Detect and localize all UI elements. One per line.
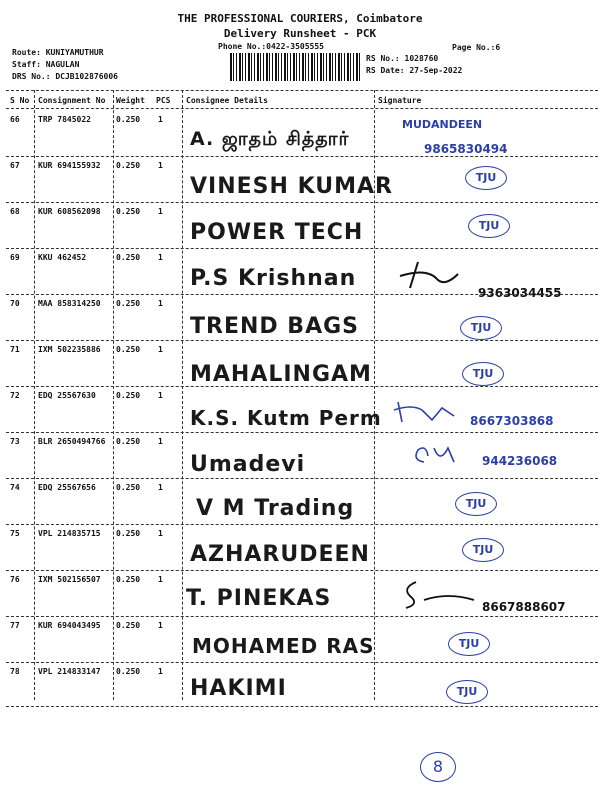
page-number: Page No.:6: [452, 43, 501, 52]
table-row: [0, 434, 600, 478]
row-weight: 0.250: [116, 667, 141, 676]
table-row: [0, 250, 600, 300]
phone-number: Phone No.:0422-3505555: [218, 42, 324, 51]
row-consignee: MAHALINGAM: [190, 362, 372, 387]
row-sno: 77: [10, 621, 20, 630]
table-row: [0, 526, 600, 570]
row-rule: [6, 432, 598, 433]
row-consignment: IXM 502156507: [38, 575, 101, 584]
received-stamp: TJU: [460, 316, 502, 340]
row-consignment: IXM 502235886: [38, 345, 101, 354]
row-phone-note: 9865830494: [424, 142, 508, 156]
row-consignment: EDQ 25567630: [38, 391, 96, 400]
row-pcs: 1: [158, 575, 163, 584]
row-weight: 0.250: [116, 161, 141, 170]
row-consignee: TREND BAGS: [190, 314, 360, 339]
table-row: [0, 342, 600, 386]
row-sno: 78: [10, 667, 20, 676]
row-pcs: 1: [158, 529, 163, 538]
table-row: [0, 618, 600, 662]
table-row: [0, 572, 600, 616]
received-stamp: TJU: [448, 632, 490, 656]
col-consignment: Consignment No: [38, 96, 106, 105]
table-row: [0, 112, 600, 156]
row-consignee: A. ஜாதம் சித்தார்: [190, 128, 350, 150]
row-consignment: KUR 694155932: [38, 161, 101, 170]
row-consignment: KKU 462452: [38, 253, 87, 262]
row-consignment: KUR 608562098: [38, 207, 101, 216]
row-rule: [6, 662, 598, 663]
table-row: [0, 204, 600, 248]
row-consignee: HAKIMI: [190, 676, 287, 701]
row-sno: 68: [10, 207, 20, 216]
row-consignment: TRP 7845022: [38, 115, 91, 124]
row-pcs: 1: [158, 299, 163, 308]
table-row: [0, 664, 600, 708]
row-weight: 0.250: [116, 207, 141, 216]
row-rule: [6, 340, 598, 341]
row-weight: 0.250: [116, 253, 141, 262]
table-row: [0, 296, 600, 340]
staff: Staff: NAGULAN: [12, 60, 80, 69]
row-phone-note: 8667303868: [470, 414, 554, 428]
row-pcs: 1: [158, 437, 163, 446]
received-stamp: TJU: [468, 214, 510, 238]
row-consignee: MOHAMED RAS: [192, 634, 375, 658]
col-signature: Signature: [378, 96, 422, 105]
row-consignment: BLR 2650494766: [38, 437, 106, 446]
route: Route: KUNIYAMUTHUR: [12, 48, 104, 57]
received-stamp: TJU: [465, 166, 507, 190]
table-row: [0, 158, 600, 202]
row-sno: 75: [10, 529, 20, 538]
row-consignment: MAA 858314250: [38, 299, 101, 308]
row-rule: [6, 294, 598, 295]
row-weight: 0.250: [116, 115, 141, 124]
row-weight: 0.250: [116, 483, 141, 492]
row-weight: 0.250: [116, 437, 141, 446]
row-consignee: VINESH KUMAR: [190, 174, 393, 199]
row-consignee: K.S. Kutm Perm: [190, 406, 382, 430]
row-consignment: KUR 694043495: [38, 621, 101, 630]
row-weight: 0.250: [116, 575, 141, 584]
row-weight: 0.250: [116, 299, 141, 308]
runsheet-title: Delivery Runsheet - PCK: [223, 27, 377, 40]
row-rule: [6, 478, 598, 479]
col-pcs: PCS: [156, 96, 171, 105]
row-weight: 0.250: [116, 621, 141, 630]
header-bottom-rule: [6, 108, 598, 109]
row-rule: [6, 570, 598, 571]
row-pcs: 1: [158, 345, 163, 354]
row-pcs: 1: [158, 391, 163, 400]
header-top-rule: [6, 90, 598, 91]
row-sno: 73: [10, 437, 20, 446]
row-pcs: 1: [158, 115, 163, 124]
col-sno: S No: [10, 96, 30, 105]
row-sno: 70: [10, 299, 20, 308]
row-consignee: T. PINEKAS: [186, 586, 332, 611]
row-sno: 66: [10, 115, 20, 124]
received-stamp: TJU: [455, 492, 497, 516]
row-pcs: 1: [158, 207, 163, 216]
row-consignee: P.S Krishnan: [190, 266, 357, 291]
row-phone-note: 944236068: [482, 454, 558, 468]
rs-number: RS No.: 1028760: [366, 54, 439, 63]
table-row: [0, 388, 600, 432]
row-rule: [6, 386, 598, 387]
col-weight: Weight: [116, 96, 145, 105]
row-rule: [6, 202, 598, 203]
rs-date: RS Date: 27-Sep-2022: [366, 66, 463, 75]
row-rule: [6, 248, 598, 249]
row-consignee: V M Trading: [196, 496, 355, 521]
row-phone-note: 9363034455: [478, 286, 562, 300]
table-row: [0, 480, 600, 524]
drs-number: DRS No.: DCJB102876006: [12, 72, 118, 81]
barcode: [230, 53, 360, 81]
handwritten-signature: [410, 440, 470, 470]
handwritten-signature: [396, 258, 466, 294]
row-sno: 72: [10, 391, 20, 400]
row-consignee: Umadevi: [190, 452, 306, 477]
row-rule: [6, 706, 598, 707]
row-weight: 0.250: [116, 391, 141, 400]
row-weight: 0.250: [116, 345, 141, 354]
row-pcs: 1: [158, 161, 163, 170]
row-consignee: AZHARUDEEN: [190, 542, 370, 567]
received-stamp: TJU: [462, 538, 504, 562]
received-stamp: TJU: [462, 362, 504, 386]
row-signature: MUDANDEEN: [402, 118, 483, 131]
row-phone-note: 8667888607: [482, 600, 566, 614]
row-sno: 71: [10, 345, 20, 354]
delivered-count-mark: 8: [420, 752, 456, 782]
row-pcs: 1: [158, 483, 163, 492]
col-consignee: Consignee Details: [186, 96, 268, 105]
row-rule: [6, 616, 598, 617]
row-rule: [6, 524, 598, 525]
row-pcs: 1: [158, 621, 163, 630]
received-stamp: TJU: [446, 680, 488, 704]
handwritten-signature: [398, 578, 478, 612]
row-pcs: 1: [158, 667, 163, 676]
row-consignment: VPL 214835715: [38, 529, 101, 538]
row-sno: 69: [10, 253, 20, 262]
row-weight: 0.250: [116, 529, 141, 538]
row-consignment: EDQ 25567656: [38, 483, 96, 492]
row-rule: [6, 156, 598, 157]
row-pcs: 1: [158, 253, 163, 262]
row-consignee: POWER TECH: [190, 220, 364, 245]
row-sno: 67: [10, 161, 20, 170]
handwritten-signature: [392, 396, 472, 428]
row-sno: 74: [10, 483, 20, 492]
company-title: THE PROFESSIONAL COURIERS, Coimbatore: [177, 12, 423, 25]
row-consignment: VPL 214833147: [38, 667, 101, 676]
row-sno: 76: [10, 575, 20, 584]
